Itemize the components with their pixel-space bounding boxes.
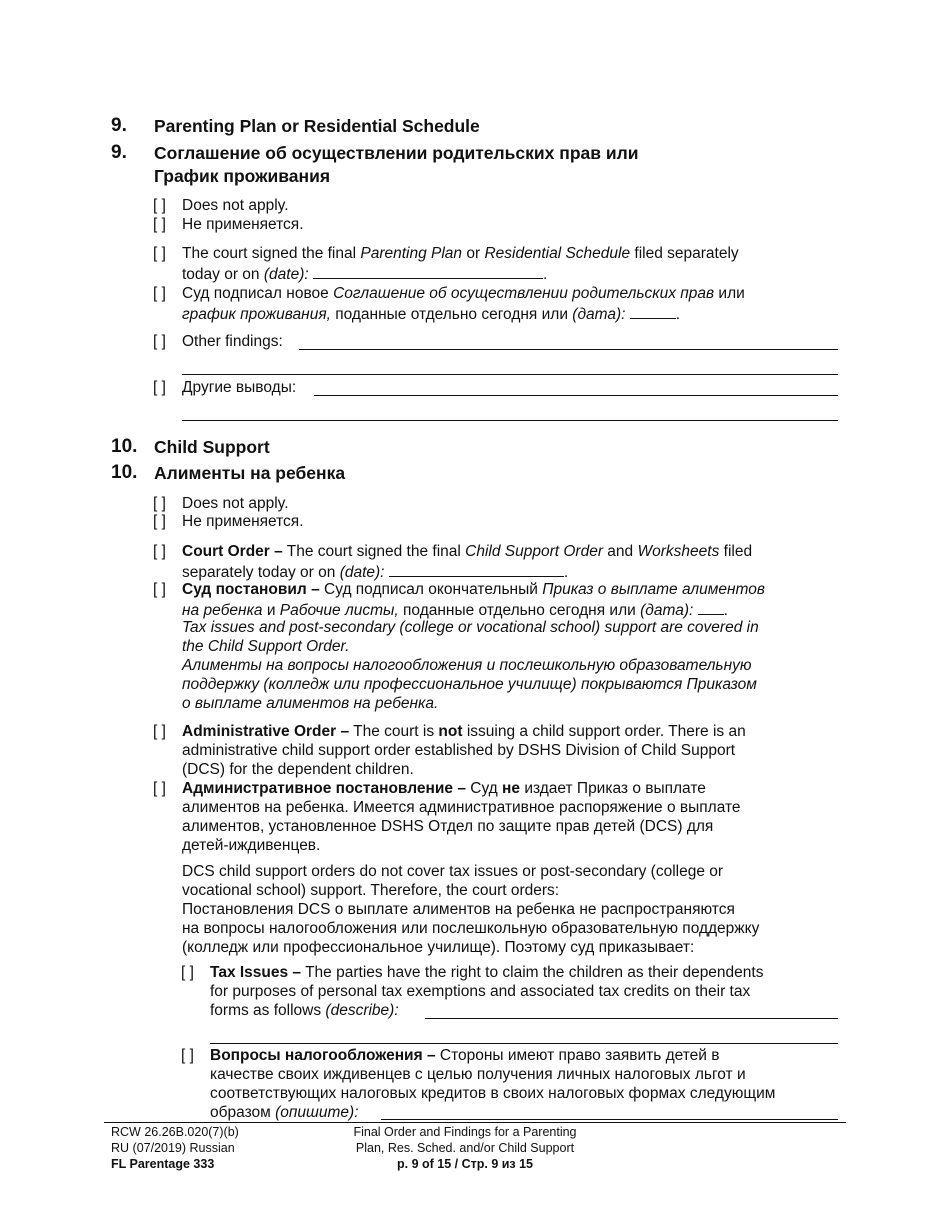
checkbox-9-na-ru[interactable]: [ ] — [153, 216, 166, 233]
section-9-signed-ru-line2: график проживания, поданные отдельно сегодня или (дата): . — [182, 303, 680, 324]
section-10-tax-en-line1: Tax Issues – The parties have the right to claim the children as their dependents — [210, 964, 764, 981]
checkbox-10-na-en[interactable]: [ ] — [153, 495, 166, 512]
section-9-number: 9. — [111, 115, 127, 136]
section-10-na-en: Does not apply. — [182, 495, 289, 512]
section-9-signed-en-line1: The court signed the final Parenting Plan or Residential Schedule filed separately — [182, 245, 739, 262]
section-10-tax-ru-line3: соответствующих налоговых кредитов в своих налоговых формах следующим — [210, 1085, 776, 1102]
footer-page-number: p. 9 of 15 / Стр. 9 из 15 — [396, 1157, 534, 1171]
other-findings-field-en-line2[interactable] — [182, 374, 838, 375]
checkbox-10-tax-ru[interactable]: [ ] — [181, 1047, 194, 1064]
checkbox-9-signed-ru[interactable]: [ ] — [153, 285, 166, 302]
dcs-note-en-line2: vocational school) support. Therefore, the court orders: — [182, 882, 560, 899]
checkbox-10-court-en[interactable]: [ ] — [153, 543, 166, 560]
section-10-court-en-line2: separately today or on (date): . — [182, 561, 568, 582]
section-9-title-ru-line2: График проживания — [154, 166, 331, 186]
footer-title-line2: Plan, Res. Sched. and/or Child Support — [355, 1141, 575, 1155]
dcs-note-ru-line2: на вопросы налогообложения или послешкольную образовательную поддержку — [182, 920, 760, 937]
footer-divider — [104, 1122, 846, 1123]
other-findings-field-ru-line2[interactable] — [182, 420, 838, 421]
section-10-tax-ru-line4: образом (опишите): — [210, 1104, 359, 1121]
checkbox-10-court-ru[interactable]: [ ] — [153, 581, 166, 598]
section-9-signed-ru-line1: Суд подписал новое Соглашение об осуществлении родительских прав или — [182, 285, 745, 302]
section-10-tax-en-line2: for purposes of personal tax exemptions and associated tax credits on their tax — [210, 983, 751, 1000]
checkbox-10-na-ru[interactable]: [ ] — [153, 513, 166, 530]
other-findings-field-ru-line1[interactable] — [314, 395, 838, 396]
section-10-admin-ru-line4: детей-иждивенцев. — [182, 837, 321, 854]
footer-form-number: FL Parentage 333 — [111, 1157, 215, 1171]
section-9-other-ru-label: Другие выводы: — [182, 379, 297, 396]
section-10-number-ru: 10. — [111, 462, 138, 483]
checkbox-9-signed-en[interactable]: [ ] — [153, 245, 166, 262]
footer-rcw: RCW 26.26B.020(7)(b) — [111, 1125, 239, 1139]
tax-note-ru-line1: Алименты на вопросы налогообложения и послешкольную образовательную — [182, 657, 752, 674]
tax-note-ru-line3: о выплате алиментов на ребенка. — [182, 695, 439, 712]
section-9-title-en: Parenting Plan or Residential Schedule — [154, 116, 480, 136]
tax-describe-field-ru-line1[interactable] — [381, 1119, 838, 1120]
date-field-10-en[interactable] — [389, 561, 564, 577]
section-9-signed-en-line2: today or on (date): . — [182, 263, 547, 284]
section-10-title-ru: Алименты на ребенка — [154, 463, 346, 483]
section-10-tax-en-line3: forms as follows (describe): — [210, 1002, 399, 1019]
section-10-court-en-line1: Court Order – The court signed the final Child Support Order and Worksheets filed — [182, 543, 753, 560]
tax-note-ru-line2: поддержку (колледж или профессиональное училище) покрываются Приказом — [182, 676, 757, 693]
section-10-na-ru: Не применяется. — [182, 513, 304, 530]
date-field-9-en[interactable] — [313, 263, 543, 279]
section-10-admin-ru-line3: алиментов, установленное DSHS Отдел по защите прав детей (DCS) для — [182, 818, 714, 835]
checkbox-9-other-en[interactable]: [ ] — [153, 333, 166, 350]
date-field-9-ru[interactable] — [630, 303, 676, 319]
section-10-tax-ru-line1: Вопросы налогообложения – Стороны имеют право заявить детей в — [210, 1047, 720, 1064]
checkbox-9-other-ru[interactable]: [ ] — [153, 379, 166, 396]
section-10-admin-en-line2: administrative child support order established by DSHS Division of Child Support — [182, 742, 736, 759]
other-findings-field-en-line1[interactable] — [299, 349, 838, 350]
tax-note-en-line2: the Child Support Order. — [182, 638, 350, 655]
section-10-title-en: Child Support — [154, 437, 270, 457]
section-9-number-ru: 9. — [111, 142, 127, 163]
dcs-note-ru-line1: Постановления DCS о выплате алиментов на ребенка не распространяются — [182, 901, 735, 918]
dcs-note-ru-line3: (колледж или профессиональное училище). Поэтому суд приказывает: — [182, 939, 695, 956]
section-9-na-en: Does not apply. — [182, 197, 289, 214]
checkbox-10-tax-en[interactable]: [ ] — [181, 964, 194, 981]
footer-center — [295, 1124, 635, 1172]
section-10-court-ru-line1: Суд постановил – Суд подписал окончательный Приказ о выплате алиментов — [182, 581, 765, 598]
checkbox-10-admin-en[interactable]: [ ] — [153, 723, 166, 740]
dcs-note-en-line1: DCS child support orders do not cover tax issues or post-secondary (college or — [182, 863, 724, 880]
section-10-admin-en-line1: Administrative Order – The court is not issuing a child support order. There is an — [182, 723, 746, 740]
section-10-admin-ru-line1: Административное постановление – Суд не издает Приказ о выплате — [182, 780, 706, 797]
footer-left — [111, 1124, 239, 1172]
checkbox-9-na-en[interactable]: [ ] — [153, 197, 166, 214]
tax-note-en-line1: Tax issues and post-secondary (college or vocational school) support are covered in — [182, 619, 759, 636]
section-10-admin-ru-line2: алиментов на ребенка. Имеется административное распоряжение о выплате — [182, 799, 741, 816]
tax-describe-field-en-line1[interactable] — [425, 1018, 838, 1019]
section-10-tax-ru-line2: качестве своих иждивенцев с целью получения личных налоговых льгот и — [210, 1066, 746, 1083]
section-9-title-ru: Соглашение об осуществлении родительских прав или — [154, 143, 639, 163]
checkbox-10-admin-ru[interactable]: [ ] — [153, 780, 166, 797]
section-10-number: 10. — [111, 436, 138, 457]
footer-form-version: RU (07/2019) Russian — [111, 1141, 235, 1155]
section-9-na-ru: Не применяется. — [182, 216, 304, 233]
section-10-admin-en-line3: (DCS) for the dependent children. — [182, 761, 414, 778]
section-9-other-en-label: Other findings: — [182, 333, 283, 350]
date-field-10-ru[interactable] — [698, 599, 724, 615]
footer-title-line1: Final Order and Findings for a Parenting — [353, 1125, 577, 1139]
tax-describe-field-en-line2[interactable] — [210, 1043, 838, 1044]
section-10-court-ru-line2: на ребенка и Рабочие листы, поданные отдельно сегодня или (дата): . — [182, 599, 728, 620]
